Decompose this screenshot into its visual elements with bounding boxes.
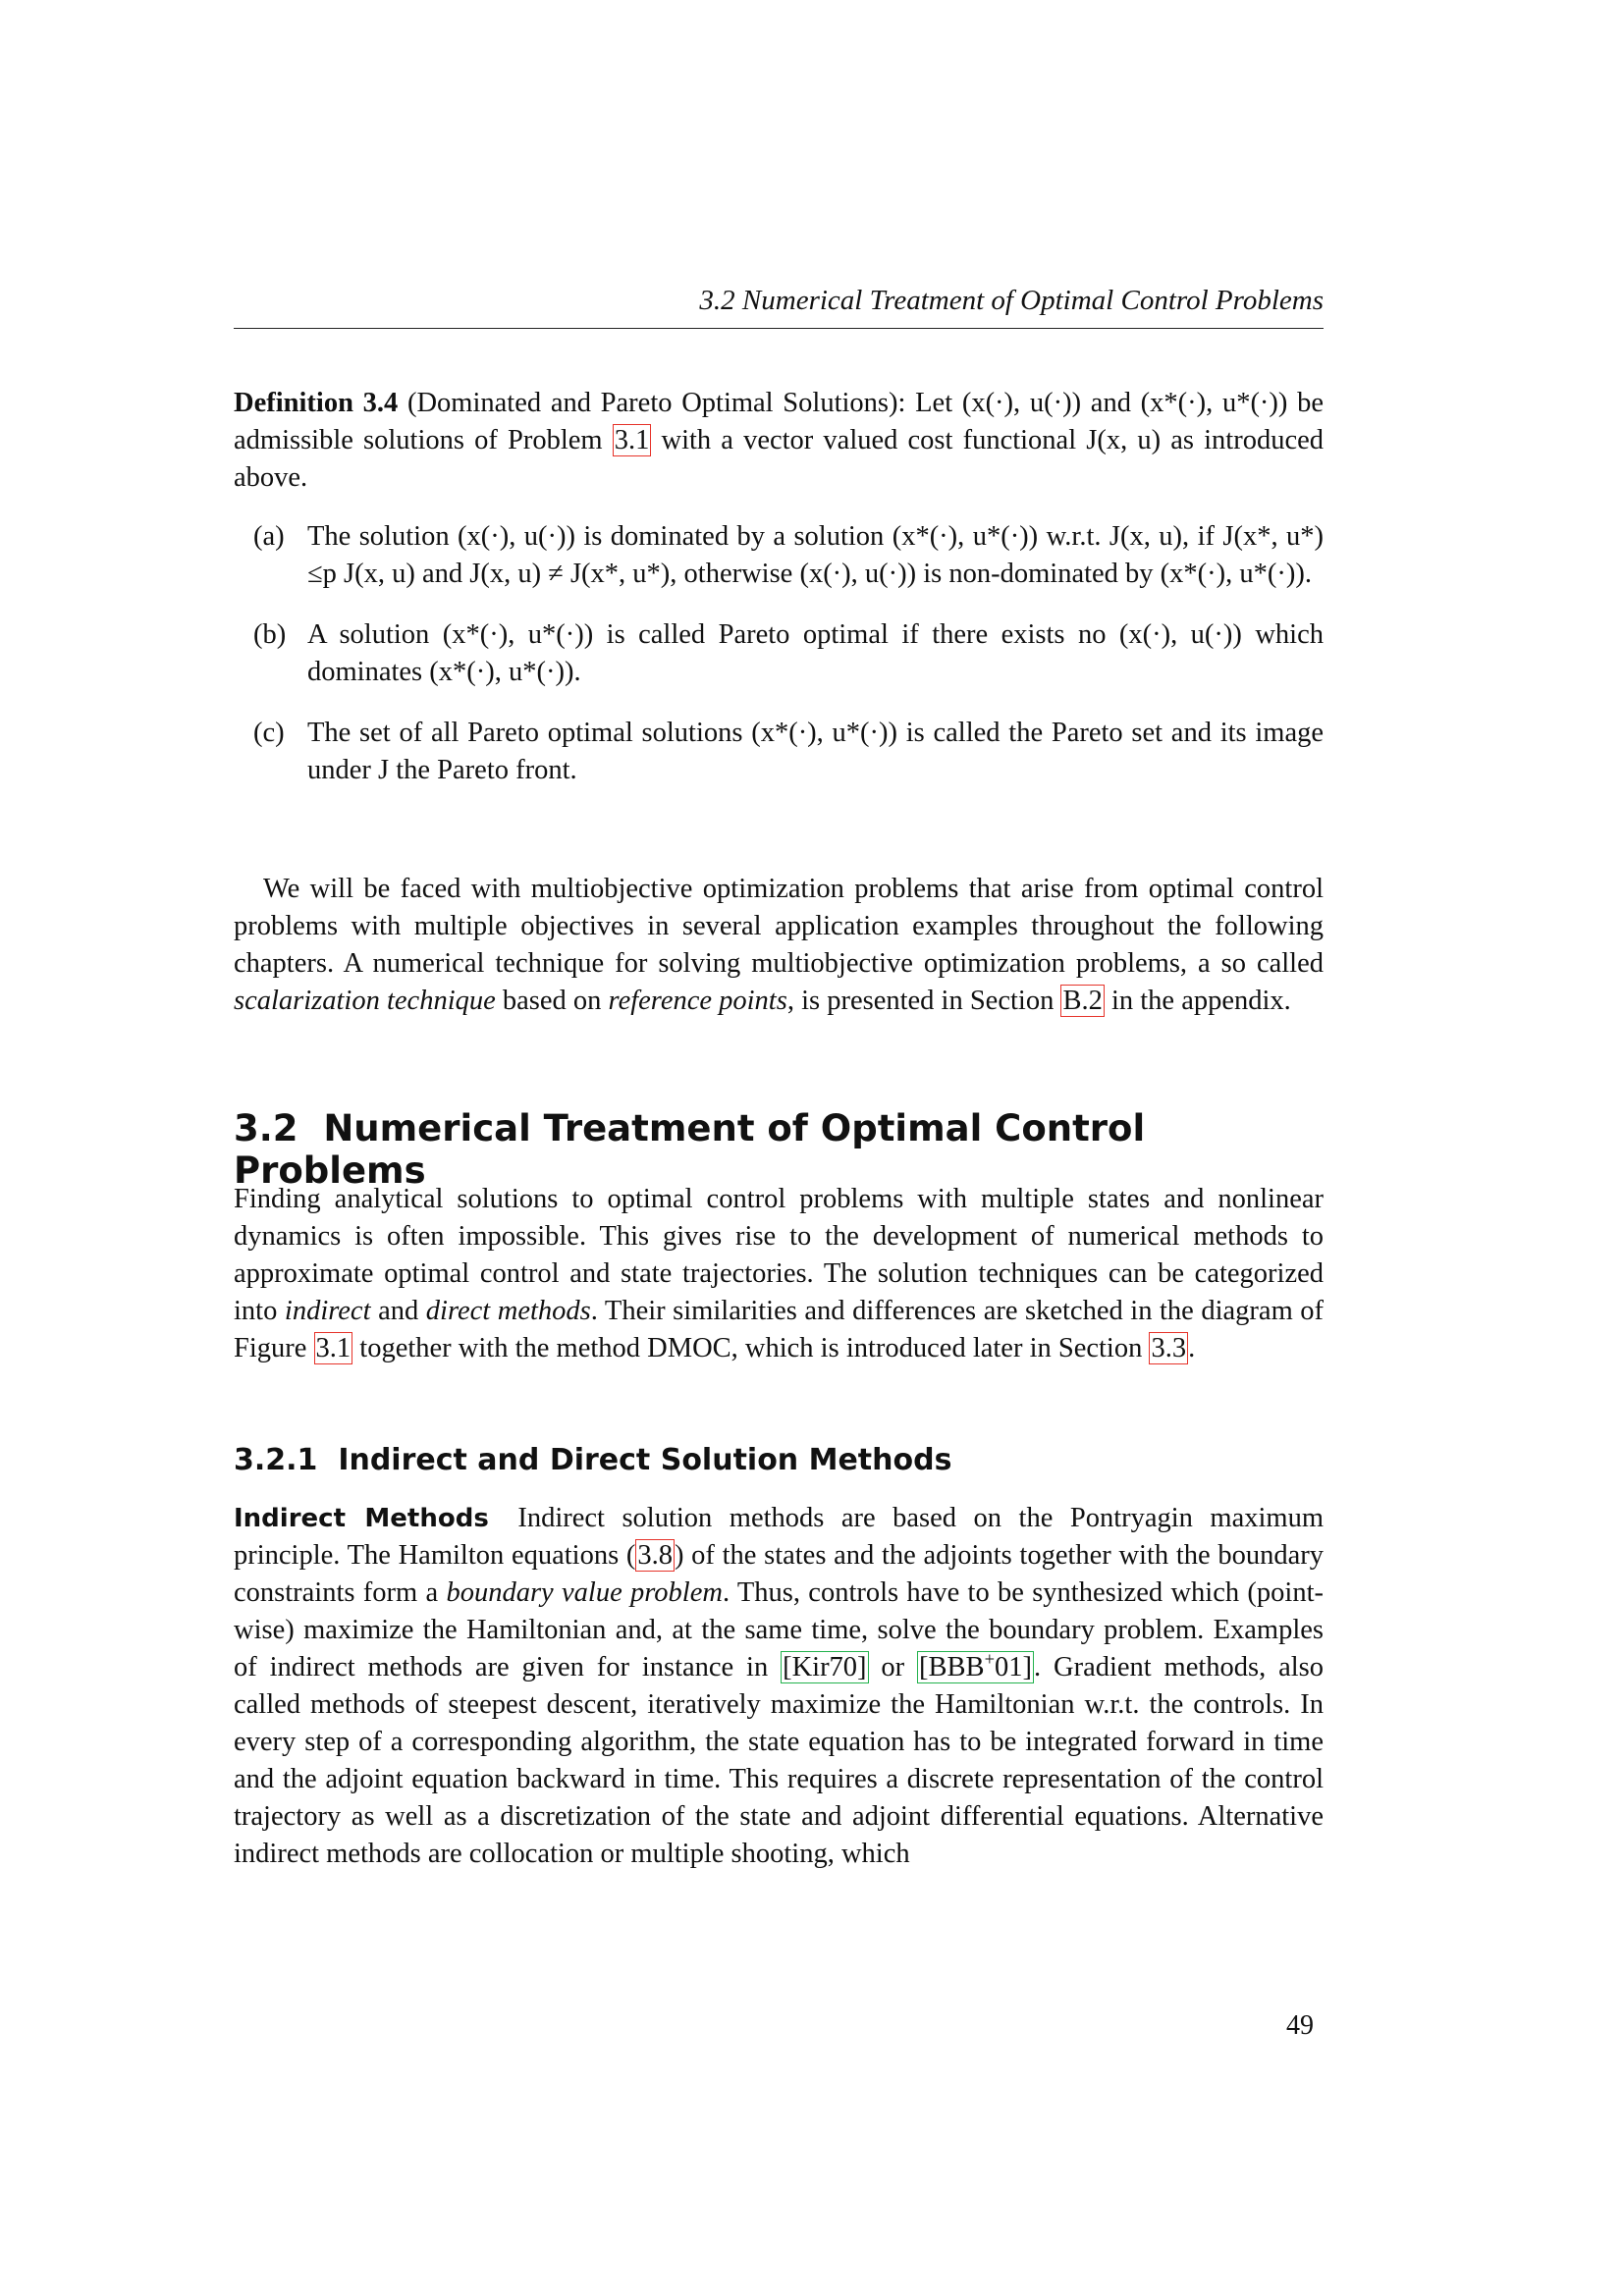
para1-text-d: in the appendix. — [1110, 986, 1291, 1016]
citation-kir70[interactable]: [Kir70] — [783, 1652, 867, 1682]
running-head: 3.2 Numerical Treatment of Optimal Control Problems — [699, 285, 1324, 316]
paragraph-multiobjective — [234, 871, 1324, 1020]
citation-bbb01-sup: + — [984, 1649, 996, 1671]
para2-text-b: and — [378, 1296, 419, 1326]
para2-em-indirect: indirect — [284, 1296, 371, 1326]
definition-item-a — [253, 518, 1324, 593]
paragraph-numerical-methods — [234, 1181, 1324, 1367]
definition-block — [234, 385, 1324, 497]
para3-text-b: ) of the states and the adjoints together with the boundary constraints form a — [234, 1540, 1324, 1608]
problem-ref-link[interactable]: 3.1 — [614, 425, 650, 455]
definition-intro-a: Let (x(·), u(·)) and (x*(·), u*(·)) be admissible solutions of Problem — [234, 388, 1325, 455]
para2-text-a: Finding analytical solutions to optimal control problems with multiple states and nonlinear dynamics is often impossible. This gives rise to the development of numerical methods to approximate optimal control and state trajectories. The solution techniques can be categorized into — [234, 1184, 1324, 1326]
definition-item-c — [253, 715, 1324, 789]
para1-em-scalarization: scalarization technique — [234, 986, 496, 1016]
para2-text-d: together with the method DMOC, which is introduced later in Section — [359, 1333, 1143, 1363]
citation-bbb01-base: [BBB — [919, 1652, 985, 1682]
para2-text-e: . — [1188, 1333, 1196, 1363]
para3-text-e: . Gradient methods, also called methods of steepest descent, iteratively maximize the Hamiltonian w.r.t. the controls. In every step of a corresponding algorithm, the state equation has to be integrated forward in time and the adjoint equation backward in time. This requires a discrete representation of the control trajectory as well as a discretization of the state and adjoint differential equations. Alternative indirect methods are collocation or multiple shooting, which — [234, 1652, 1325, 1869]
subsection-title: Indirect and Direct Solution Methods — [338, 1443, 952, 1477]
para3-em-bvp: boundary value problem — [446, 1577, 723, 1608]
definition-items — [253, 518, 1324, 789]
item-label: (b) — [253, 619, 287, 650]
citation-bbb01[interactable] — [917, 1651, 1034, 1683]
item-label: (c) — [253, 718, 285, 748]
para1-text-c: , is presented in Section — [786, 986, 1055, 1016]
item-text: A solution (x*(·), u*(·)) is called Pareto optimal if there exists no (x(·), u(·)) which dominates (x*(·), u*(·)). — [307, 619, 1324, 687]
header-rule — [234, 328, 1324, 329]
runin-heading-indirect: Indirect Methods — [234, 1504, 489, 1533]
definition-title: (Dominated and Pareto Optimal Solutions): — [406, 388, 906, 418]
citation-bbb01-end: 01] — [995, 1652, 1033, 1682]
para3-text-a: Indirect solution methods are based on the Pontryagin maximum principle. The Hamilton equations ( — [234, 1503, 1324, 1571]
item-text: The set of all Pareto optimal solutions (x*(·), u*(·)) is called the Pareto set and its image under J the Pareto front. — [307, 718, 1324, 785]
para1-text-a: We will be faced with multiobjective optimization problems that arise from optimal control problems with multiple objectives in several application examples throughout the following chapters. A numerical technique for solving multiobjective optimization problems, a so called — [234, 874, 1324, 979]
item-label: (a) — [253, 521, 285, 552]
item-text: The solution (x(·), u(·)) is dominated by a solution (x*(·), u*(·)) w.r.t. J(x, u), if J(x*, u*) ≤p J(x, u) and J(x, u) ≠ J(x*, u*), otherwise (x(·), u(·)) is non-dominated by (x*(·), u*(·)). — [307, 521, 1324, 589]
section-title: Numerical Treatment of Optimal Control Problems — [234, 1107, 1146, 1192]
subsection-number: 3.2.1 — [234, 1443, 318, 1477]
para1-em-reference-points: reference points — [608, 986, 787, 1016]
para2-text-c: . Their similarities and differences are sketched in the diagram of Figure — [234, 1296, 1325, 1363]
para1-text-b: based on — [502, 986, 602, 1016]
subsection-heading — [234, 1443, 1324, 1477]
section-number: 3.2 — [234, 1107, 298, 1149]
paragraph-indirect-methods — [234, 1500, 1324, 1873]
definition-label: Definition 3.4 — [234, 388, 399, 418]
section-heading — [234, 1107, 1324, 1192]
para3-text-c: . Thus, controls have to be synthesized which (point-wise) maximize the Hamiltonian and, at the same time, solve the boundary problem. Examples of indirect methods are given for instance in — [234, 1577, 1324, 1682]
definition-item-b — [253, 616, 1324, 691]
definition-intro-b: with a vector valued cost functional J(x, u) as introduced above. — [234, 425, 1324, 493]
equation-3-8-link[interactable]: 3.8 — [637, 1540, 673, 1571]
para2-em-direct: direct methods — [425, 1296, 591, 1326]
section-b2-link[interactable]: B.2 — [1062, 986, 1103, 1016]
section-3-3-link[interactable]: 3.3 — [1151, 1333, 1187, 1363]
page-number: 49 — [1286, 2010, 1314, 2041]
figure-3-1-link[interactable]: 3.1 — [315, 1333, 352, 1363]
para3-text-d: or — [881, 1652, 905, 1682]
